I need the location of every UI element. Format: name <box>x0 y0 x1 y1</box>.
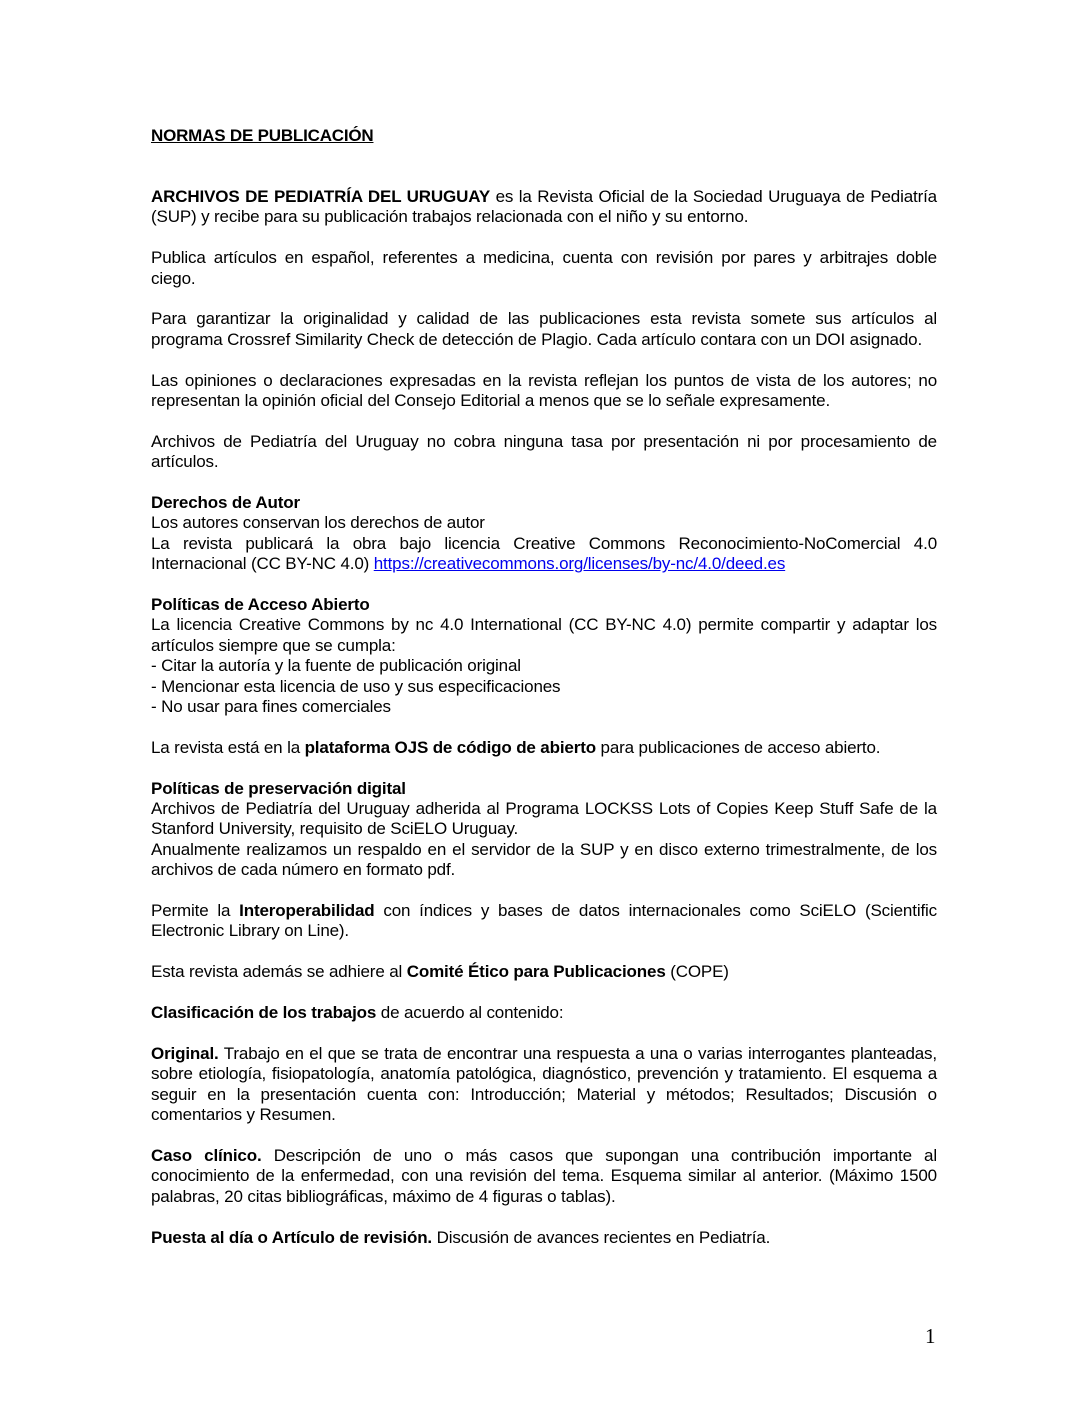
ethics-bold: Comité Ético para Publicaciones <box>406 962 666 982</box>
open-access-heading: Políticas de Acceso Abierto <box>151 595 370 615</box>
platform-text-after: para publicaciones de acceso abierto. <box>595 737 881 757</box>
platform-text-before: La revista está en la <box>151 737 305 757</box>
interop-text-before: Permite la <box>151 901 240 921</box>
classification-bold: Clasificación de los trabajos <box>151 1003 377 1023</box>
page-number: 1 <box>925 1324 936 1348</box>
document-body <box>151 187 937 1268</box>
open-access-item: - Citar la autoría y la fuente de publicación original <box>151 656 521 676</box>
original-bold: Original. <box>151 1043 219 1063</box>
review-paragraph <box>151 1228 937 1248</box>
copyright-line-1: Los autores conservan los derechos de autor <box>151 513 485 533</box>
preservation-heading: Políticas de preservación digital <box>151 778 406 798</box>
originality-paragraph: Para garantizar la originalidad y calidad de las publicaciones esta revista somete sus artículos al programa Crossref Similarity Check de detección de Plagio. Cada artículo contara con un DOI asignado. <box>151 309 937 349</box>
open-access-item: - Mencionar esta licencia de uso y sus especificaciones <box>151 676 561 696</box>
ethics-text-before: Esta revista además se adhiere al <box>151 962 407 982</box>
case-paragraph <box>151 1146 937 1207</box>
case-bold: Caso clínico. <box>151 1145 262 1165</box>
interop-text-after: con índices y bases de datos internacionales como SciELO (Scientific Electronic Library on Line). <box>151 901 937 941</box>
preservation-text-1: Archivos de Pediatría del Uruguay adherida al Programa LOCKSS Lots of Copies Keep Stuff Safe de la Stanford University, requisito de SciELO Uruguay. <box>151 799 937 839</box>
ethics-text-after: (COPE) <box>665 962 729 982</box>
preservation-text-2: Anualmente realizamos un respaldo en el servidor de la SUP y en disco externo trimestralmente, de los archivos de cada número en formato pdf. <box>151 839 937 880</box>
open-access-section <box>151 595 937 717</box>
case-text: Descripción de uno o más casos que supongan una contribución importante al conocimiento de la enfermedad, con una revisión del tema. Esquema similar al anterior. (Máximo 1500 palabras, 20 citas bibliográficas, máximo de 4 figuras o tablas). <box>151 1145 937 1206</box>
language-paragraph: Publica artículos en español, referentes a medicina, cuenta con revisión por pares y arbitrajes doble ciego. <box>151 248 937 288</box>
intro-text: es la Revista Oficial de la Sociedad Uruguaya de Pediatría (SUP) y recibe para su publicación trabajos relacionada con el niño y su entorno. <box>151 187 937 227</box>
journal-name: ARCHIVOS DE PEDIATRÍA DEL URUGUAY <box>151 187 491 206</box>
platform-bold: plataforma OJS de código de abierto <box>304 737 596 757</box>
review-bold: Puesta al día o Artículo de revisión. <box>151 1227 433 1247</box>
copyright-heading: Derechos de Autor <box>151 493 300 513</box>
review-text: Discusión de avances recientes en Pediatría. <box>432 1227 771 1247</box>
license-link[interactable]: https://creativecommons.org/licenses/by-nc/4.0/deed.es <box>373 554 786 574</box>
classification-paragraph <box>151 1003 937 1023</box>
fees-paragraph: Archivos de Pediatría del Uruguay no cobra ninguna tasa por presentación ni por procesamiento de artículos. <box>151 431 937 472</box>
platform-paragraph <box>151 738 937 758</box>
copyright-license-text: La revista publicará la obra bajo licencia Creative Commons Reconocimiento-NoComercial 4.0 Internacional (CC BY-NC 4.0) <box>151 533 937 574</box>
page-title: NORMAS DE PUBLICACIÓN <box>151 126 374 145</box>
open-access-item: - No usar para fines comerciales <box>151 697 391 717</box>
preservation-section <box>151 779 937 881</box>
ethics-paragraph <box>151 962 937 982</box>
open-access-text: La licencia Creative Commons by nc 4.0 International (CC BY-NC 4.0) permite compartir y adaptar los artículos siempre que se cumpla: <box>151 615 937 655</box>
interop-bold: Interoperabilidad <box>239 901 375 921</box>
copyright-line-2 <box>151 534 937 575</box>
original-paragraph <box>151 1044 937 1126</box>
classification-text: de acuerdo al contenido: <box>376 1003 564 1023</box>
original-text: Trabajo en el que se trata de encontrar una respuesta a una o varias interrogantes planteadas, sobre etiología, fisiopatología, anatomía patológica, diagnóstico, prevención y tratamiento. El esquema a seguir en la presentación cuenta con: Introducción; Material y métodos; Resultados; Discusión o comentarios y Resumen. <box>151 1043 937 1125</box>
opinions-paragraph: Las opiniones o declaraciones expresadas en la revista reflejan los puntos de vista de los autores; no representan la opinión oficial del Consejo Editorial a menos que se lo señale expresamente. <box>151 370 937 411</box>
intro-paragraph <box>151 187 937 228</box>
interop-paragraph <box>151 901 937 942</box>
copyright-section <box>151 493 937 575</box>
